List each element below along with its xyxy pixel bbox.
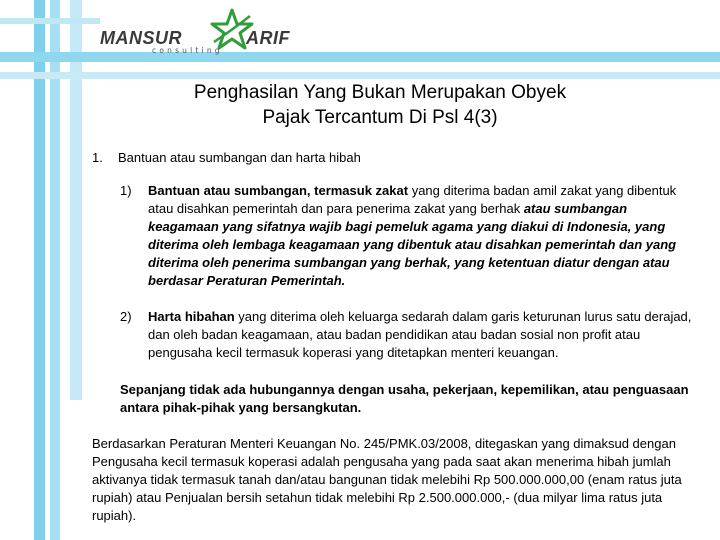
regulation-paragraph: Berdasarkan Peraturan Menteri Keuangan No. 245/PMK.03/2008, ditegaskan yang dimaksud dengan Pengusaha kecil termasuk koperasi adalah pengusaha yang pada saat akan menerima hibah jumlah aktivanya tidak termasuk tanah dan/atau bangunan tidak melebihi Rp 500.000.000,00 (enam ratus juta rupiah) atau Penjualan bersih setahun tidak melebihi Rp 2.500.000.000,- (dua milyar lima ratus juta rupiah).: [92, 436, 682, 523]
sub-item-bold-italic-text: atau sumbangan keagamaan yang sifatnya wajib bagi pemeluk agama yang diakui di Indonesia, yang diterima oleh lembaga keagamaan yang dibentuk atau disahkan pemerintah dan yang diterima oleh penerima sumbangan yang berhak, yang ketentuan diatur dengan atau berdasar Peraturan Pemerintah.: [148, 201, 677, 288]
sub-item-bold-text: Harta hibahan: [148, 309, 235, 324]
logo-right-text: ARIF: [246, 28, 290, 48]
closing-condition-text: Sepanjang tidak ada hubungannya dengan usaha, pekerjaan, kepemilikan, atau penguasaan antara pihak-pihak yang bersangkutan.: [120, 382, 689, 415]
sub-item-1: [120, 182, 695, 290]
list-item-text: Bantuan atau sumbangan dan harta hibah: [118, 150, 361, 165]
sub-item-2: [120, 308, 695, 362]
title-line-1: Penghasilan Yang Bukan Merupakan Obyek: [193, 82, 567, 103]
sub-item-number: 2): [120, 309, 132, 324]
logo-subtitle: consulting: [152, 46, 223, 55]
sub-item-text: [148, 308, 695, 362]
list-item-1: [92, 149, 361, 167]
sub-item-text: [148, 182, 695, 290]
sub-item-number: 1): [120, 183, 132, 198]
sub-item-bold-text: Bantuan atau sumbangan, termasuk zakat: [148, 183, 409, 198]
sub-item-normal-text: yang diterima oleh keluarga sedarah dalam garis keturunan lurus satu derajad, dan oleh badan keagamaan, atau badan pendidikan atau badan sosial non profit atau pengusaha kecil termasuk koperasi yang ditetapkan menteri keuangan.: [148, 309, 692, 360]
title-line-2: Pajak Tercantum Di Psl 4(3): [262, 107, 498, 128]
sub-item-normal-text: yang diterima badan amil zakat yang dibentuk atau disahkan pemerintah dan para penerima zakat yang berhak: [148, 183, 677, 216]
logo-left-text: MANSUR: [100, 28, 182, 48]
list-number: 1.: [92, 150, 103, 165]
